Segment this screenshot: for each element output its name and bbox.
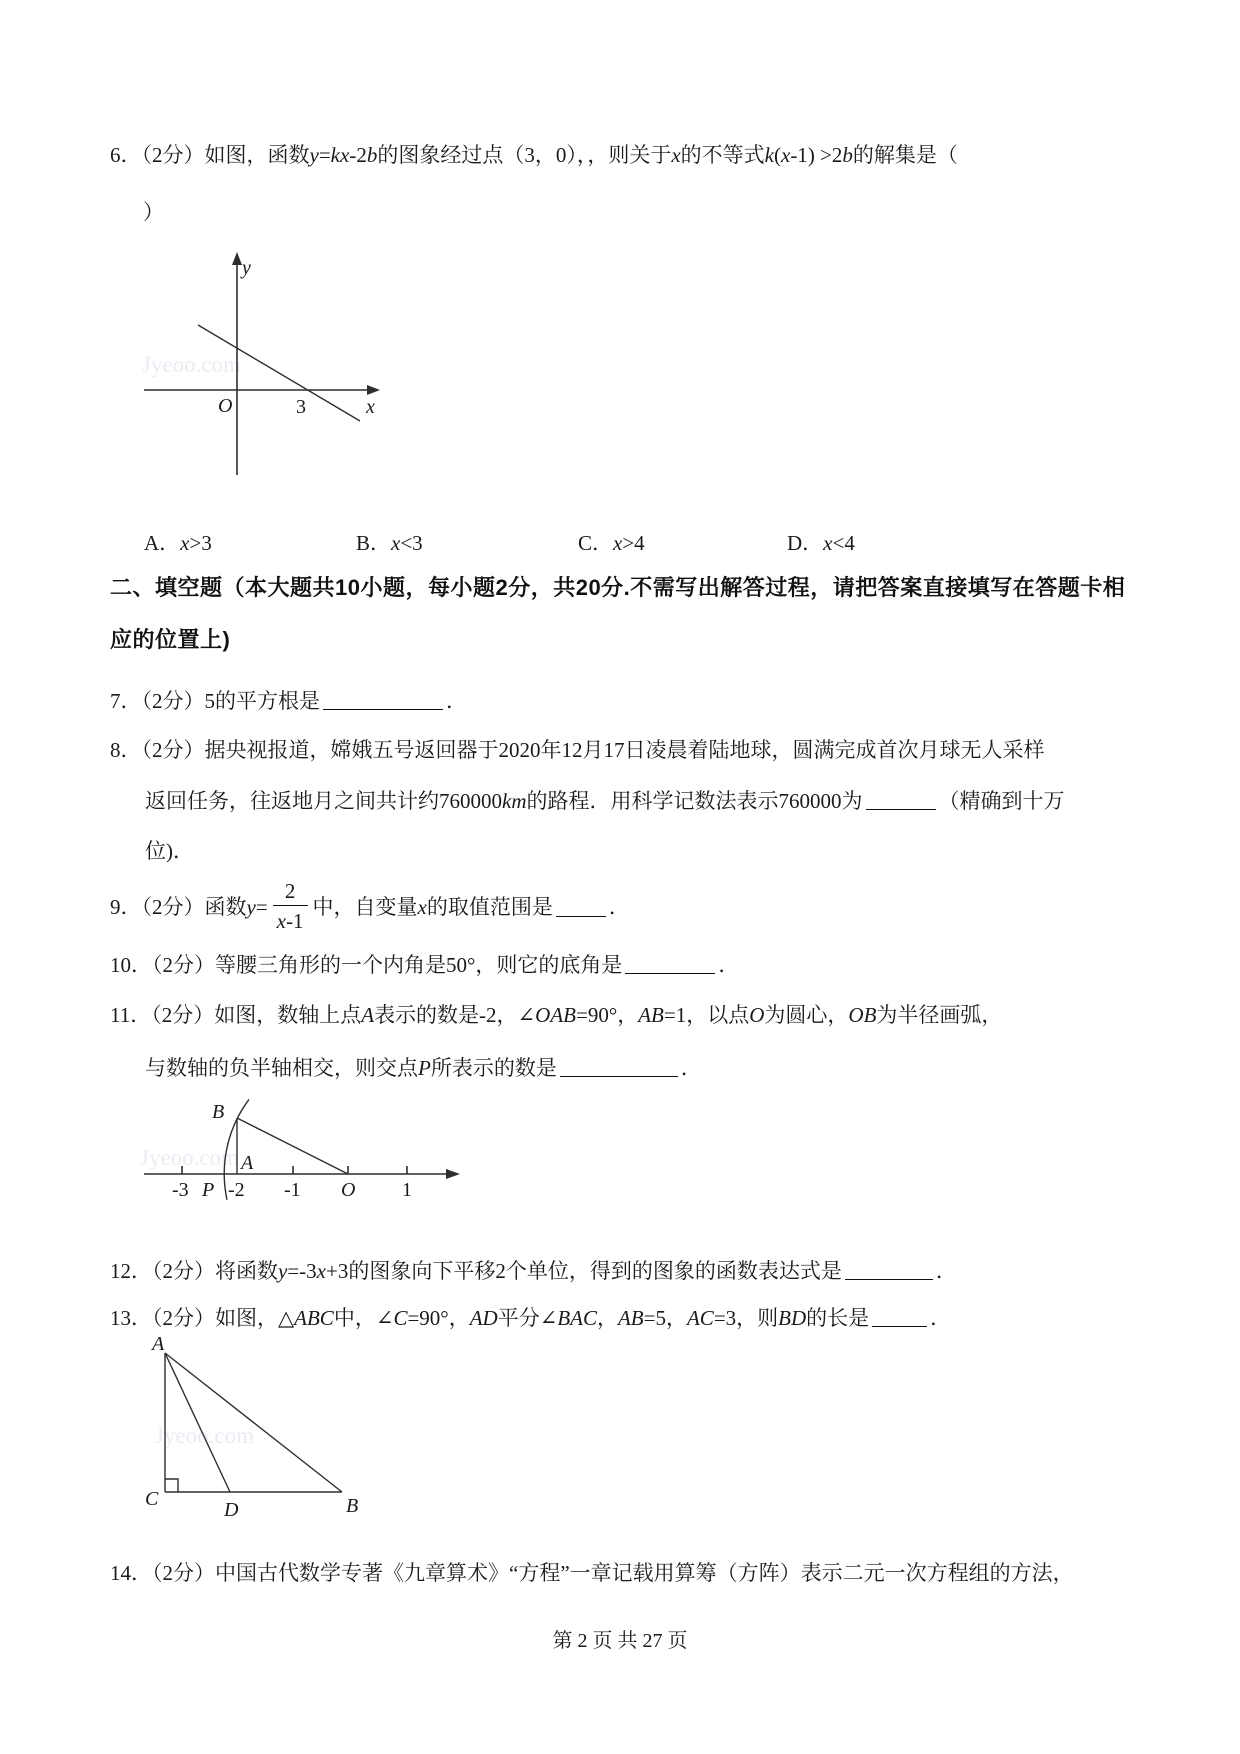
math-var-x: x	[180, 531, 190, 555]
point-A-label: A	[152, 1335, 165, 1355]
q9-equals: =	[255, 895, 268, 919]
math-var-x: x	[780, 143, 791, 167]
math-var-x: x	[276, 909, 286, 933]
q7-text: 7．（2分）5的平方根是	[110, 689, 320, 713]
axis-arrow	[446, 1169, 460, 1179]
point-C-label: C	[145, 1488, 159, 1510]
watermark: Jyeoo.com	[140, 1145, 240, 1170]
q11-number-line-figure	[140, 1085, 462, 1205]
answer-blank	[845, 1261, 933, 1280]
point-P-label: P	[202, 1179, 215, 1201]
math-var-x: x	[671, 143, 681, 167]
q13-text: ，	[596, 1306, 618, 1330]
q6-close-paren: ）	[143, 200, 164, 224]
math-var-y: y	[309, 143, 319, 167]
q13-triangle-figure	[100, 1335, 400, 1530]
answer-blank	[556, 898, 606, 917]
q13-text: =3，则	[713, 1306, 779, 1330]
math-var-kx: kx	[330, 143, 350, 167]
math-var-x: x	[417, 895, 427, 919]
math-var-O: O	[749, 1003, 765, 1027]
q9-text: 的取值范围是	[426, 895, 553, 919]
q13-line	[110, 1303, 951, 1333]
answer-blank	[323, 691, 443, 710]
q9-period: ．	[608, 895, 630, 919]
fraction-den-rest: -1	[286, 909, 304, 933]
point-B-label: B	[212, 1101, 225, 1123]
q11-line2	[145, 1053, 702, 1083]
q8-line3: 位)．	[145, 839, 194, 863]
y-axis-arrow	[232, 252, 242, 265]
q8-line1: 8．（2分）据央视报道，嫦娥五号返回器于2020年12月17日凌晨着陆地球，圆满完成首次月球无人采样	[110, 738, 1045, 762]
point-B-label: B	[346, 1495, 359, 1517]
q11-text: 所表示的数是	[430, 1056, 557, 1080]
x-axis-label: x	[366, 396, 375, 418]
q7-period: ．	[446, 689, 467, 713]
q11-text: =1，以点	[663, 1003, 750, 1027]
q8-text: （精确到十万	[938, 789, 1065, 813]
point-D-label: D	[224, 1499, 239, 1521]
option-label: B．	[356, 531, 392, 555]
math-var-BAC: BAC	[557, 1306, 597, 1330]
math-var-y: y	[246, 895, 256, 919]
q6-text: 的图象经过点（3，0），，则关于	[377, 143, 672, 167]
section-header-line2: 应的位置上)	[110, 627, 231, 652]
q14-line: 14．（2分）中国古代数学专著《九章算术》“方程”一章记载用算筹（方阵）表示二元一次方程组的方法，	[110, 1561, 1074, 1585]
math-var-x: x	[823, 531, 833, 555]
q10-text: 10．（2分）等腰三角形的一个内角是50°，则它的底角是	[110, 953, 623, 977]
q13-text: 13．（2分）如图，△	[110, 1306, 295, 1330]
q6-text: (	[773, 143, 781, 167]
math-var-x: x	[316, 1259, 326, 1283]
q13-text: 的长是	[806, 1306, 870, 1330]
option-a	[144, 528, 212, 558]
math-var-AB: AB	[638, 1003, 664, 1027]
answer-blank	[866, 791, 936, 810]
watermark: Jyeoo.com	[155, 1423, 255, 1448]
math-var-ABC: ABC	[294, 1306, 334, 1330]
q6-text: -1	[790, 143, 808, 167]
option-value: <4	[832, 531, 855, 555]
fraction	[273, 877, 308, 937]
origin-label: O	[218, 395, 233, 417]
q6-function-graph	[140, 250, 386, 480]
answer-blank	[625, 955, 715, 974]
option-value: >3	[189, 531, 212, 555]
math-var-P: P	[418, 1056, 431, 1080]
math-unit-km: km	[502, 789, 527, 813]
q11-period: ．	[680, 1056, 702, 1080]
option-c	[578, 528, 645, 558]
math-var-A: A	[361, 1003, 375, 1027]
q11-text: 11．（2分）如图，数轴上点	[110, 1003, 362, 1027]
segment-BO	[237, 1118, 348, 1174]
math-var-k: k	[764, 143, 774, 167]
q6-text: 的解集是（	[852, 143, 958, 167]
q10-line	[110, 950, 739, 980]
q9-text: 中，自变量	[312, 895, 418, 919]
q8-text: 返回任务，往返地月之间共计约760000	[145, 789, 502, 813]
q13-text: 平分∠	[497, 1306, 558, 1330]
point-A-label: A	[241, 1152, 254, 1174]
math-var-AD: AD	[469, 1306, 498, 1330]
y-axis-label: y	[242, 257, 251, 279]
option-label: D．	[787, 531, 824, 555]
math-var-b: b	[366, 143, 378, 167]
tick-label-neg2: -2	[228, 1179, 245, 1201]
q11-text: =90°，	[575, 1003, 639, 1027]
q6-line2	[143, 197, 164, 227]
option-value: >4	[622, 531, 645, 555]
tick-label-pos1: 1	[402, 1179, 412, 1201]
q12-text: +3的图象向下平移2个单位，得到的图象的函数表达式是	[326, 1259, 842, 1283]
answer-blank	[872, 1308, 927, 1327]
math-var-C: C	[393, 1306, 408, 1330]
x-axis-arrow	[367, 385, 380, 395]
q7-line	[110, 686, 467, 716]
option-label: A．	[144, 531, 181, 555]
q8-line2	[145, 786, 1065, 816]
q6-text: 的不等式	[680, 143, 765, 167]
math-var-x: x	[391, 531, 401, 555]
right-angle-mark	[165, 1479, 178, 1492]
fraction-denominator	[273, 905, 308, 937]
math-var-x: x	[613, 531, 623, 555]
q13-text: 中，∠	[333, 1306, 394, 1330]
tick-3-label: 3	[296, 396, 306, 418]
q11-text: 为半径画弧，	[876, 1003, 1003, 1027]
math-var-OB: OB	[848, 1003, 877, 1027]
q10-period: ．	[718, 953, 740, 977]
origin-label: O	[341, 1179, 356, 1201]
q6-text: =	[318, 143, 331, 167]
q6-text: -2	[349, 143, 367, 167]
math-var-y: y	[278, 1259, 288, 1283]
page-footer: 第 2 页 共 27 页	[552, 1630, 688, 1652]
q12-text: 12．（2分）将函数	[110, 1259, 278, 1283]
tick-label-neg3: -3	[172, 1179, 189, 1201]
q13-text: =90°，	[407, 1306, 470, 1330]
q8-text: 的路程．用科学记数法表示760000为	[526, 789, 863, 813]
math-var-BD: BD	[778, 1306, 807, 1330]
option-d	[787, 528, 855, 558]
q11-text: 与数轴的负半轴相交，则交点	[145, 1056, 418, 1080]
fraction-numerator: 2	[284, 879, 296, 903]
q6-text: 6．（2分）如图，函数	[110, 143, 310, 167]
q13-period: ．	[930, 1306, 952, 1330]
q12-line	[110, 1256, 957, 1286]
option-b	[356, 528, 423, 558]
math-var-OAB: OAB	[535, 1003, 576, 1027]
q6-line1	[110, 140, 958, 170]
section-header-line1: 二、填空题（本大题共10小题，每小题2分，共20分.不需写出解答过程，请把答案直接填写在答题卡相	[110, 575, 1126, 600]
q12-text: =-3	[287, 1259, 317, 1283]
answer-blank	[560, 1058, 678, 1077]
q11-text: 为圆心，	[764, 1003, 849, 1027]
math-var-AC: AC	[686, 1306, 714, 1330]
q9-text: 9．（2分）函数	[110, 895, 247, 919]
option-value: <3	[400, 531, 423, 555]
q11-text: 表示的数是-2，∠	[374, 1003, 536, 1027]
q6-text: ) >2	[807, 143, 843, 167]
option-label: C．	[578, 531, 614, 555]
watermark: Jyeoo.com	[142, 352, 242, 377]
q11-line1	[110, 1000, 1002, 1030]
tick-label-neg1: -1	[284, 1179, 301, 1201]
q12-period: ．	[935, 1259, 957, 1283]
math-var-b: b	[842, 143, 853, 167]
q13-text: =5，	[643, 1306, 687, 1330]
math-var-AB: AB	[617, 1306, 644, 1330]
q9-line	[110, 874, 630, 940]
